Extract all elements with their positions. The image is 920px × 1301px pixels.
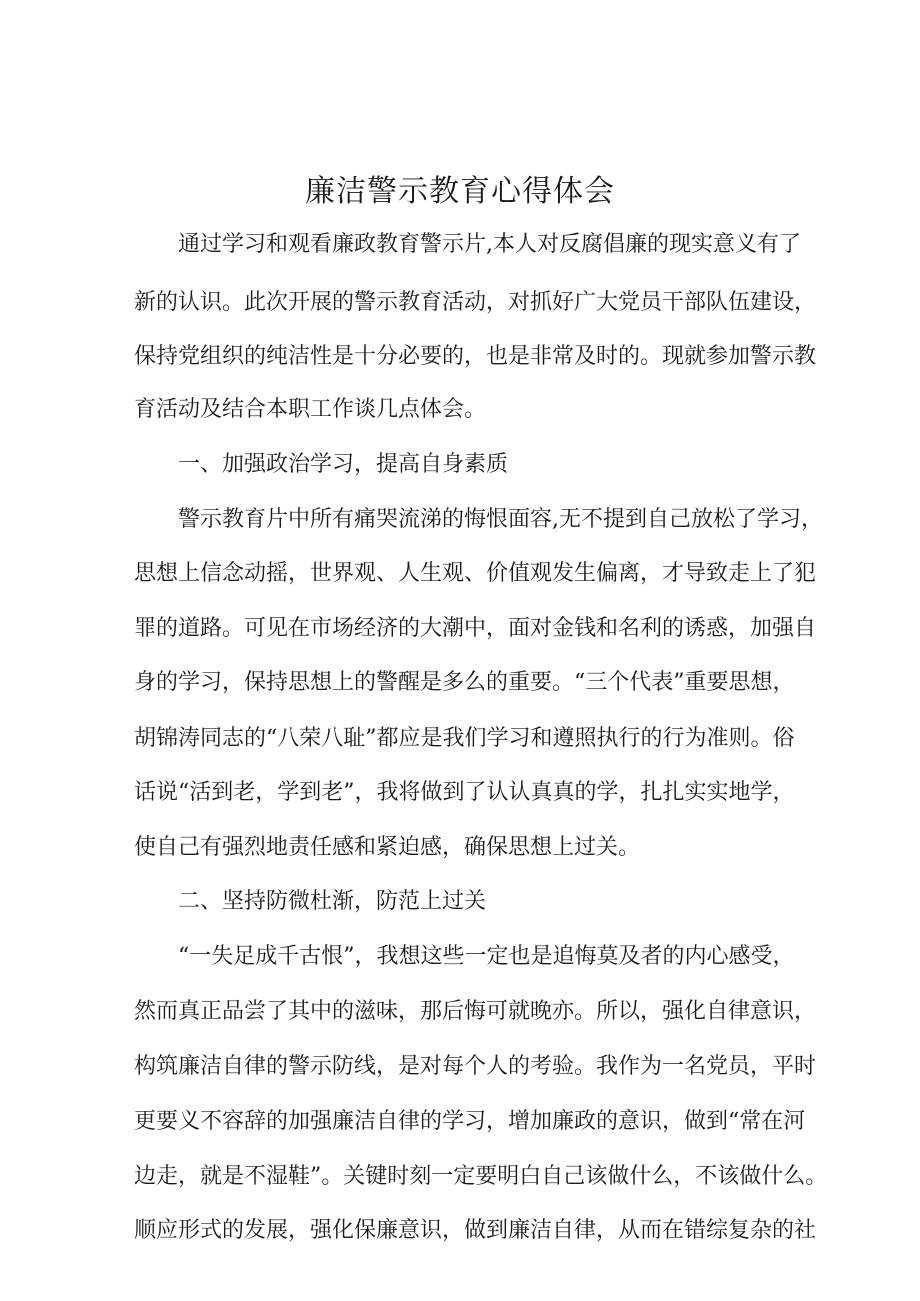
paragraph-line: 保持党组织的纯洁性是十分必要的，也是非常及时的。现就参加警示教 — [134, 344, 817, 369]
section-heading: 一、加强政治学习，提高自身素质 — [178, 452, 509, 477]
section-heading: 二、坚持防微杜渐，防范上过关 — [178, 889, 487, 914]
paragraph-line: 更要义不容辞的加强廉洁自律的学习，增加廉政的意识，做到“常在河 — [134, 1109, 806, 1134]
document-title: 廉洁警示教育心得体会 — [305, 174, 615, 209]
paragraph-line: 新的认识。此次开展的警示教育活动，对抓好广大党员干部队伍建设， — [134, 290, 817, 315]
paragraph-line: 通过学习和观看廉政教育警示片,本人对反腐倡廉的现实意义有了 — [178, 232, 801, 257]
paragraph-line: 罪的道路。可见在市场经济的大潮中，面对金钱和名利的诱惑，加强自 — [134, 616, 817, 641]
paragraph-line: 顺应形式的发展，强化保廉意识，做到廉洁自律，从而在错综复杂的社 — [134, 1218, 817, 1243]
paragraph-line: 育活动及结合本职工作谈几点体会。 — [134, 397, 487, 422]
paragraph-line: 边走，就是不湿鞋”。关键时刻一定要明白自己该做什么，不该做什么。 — [134, 1164, 828, 1189]
paragraph-line: 构筑廉洁自律的警示防线，是对每个人的考验。我作为一名党员，平时 — [134, 1054, 817, 1079]
paragraph-line: 然而真正品尝了其中的滋味，那后悔可就晚亦。所以，强化自律意识， — [134, 999, 817, 1024]
paragraph-line: 思想上信念动摇，世界观、人生观、价值观发生偏离，才导致走上了犯 — [134, 561, 817, 586]
paragraph-line: “一失足成千古恨”，我想这些一定也是追悔莫及者的内心感受， — [178, 944, 795, 969]
paragraph-line: 使自己有强烈地责任感和紧迫感，确保思想上过关。 — [134, 835, 641, 860]
paragraph-line: 警示教育片中所有痛哭流涕的悔恨面容,无不提到自己放松了学习， — [178, 507, 823, 532]
paragraph-line: 身的学习，保持思想上的警醒是多么的重要。“三个代表”重要思想， — [134, 670, 795, 695]
paragraph-line: 话说“活到老，学到老”，我将做到了认认真真的学，扎扎实实地学， — [134, 780, 795, 805]
paragraph-line: 胡锦涛同志的“八荣八耻”都应是我们学习和遵照执行的行为准则。俗 — [134, 726, 795, 751]
